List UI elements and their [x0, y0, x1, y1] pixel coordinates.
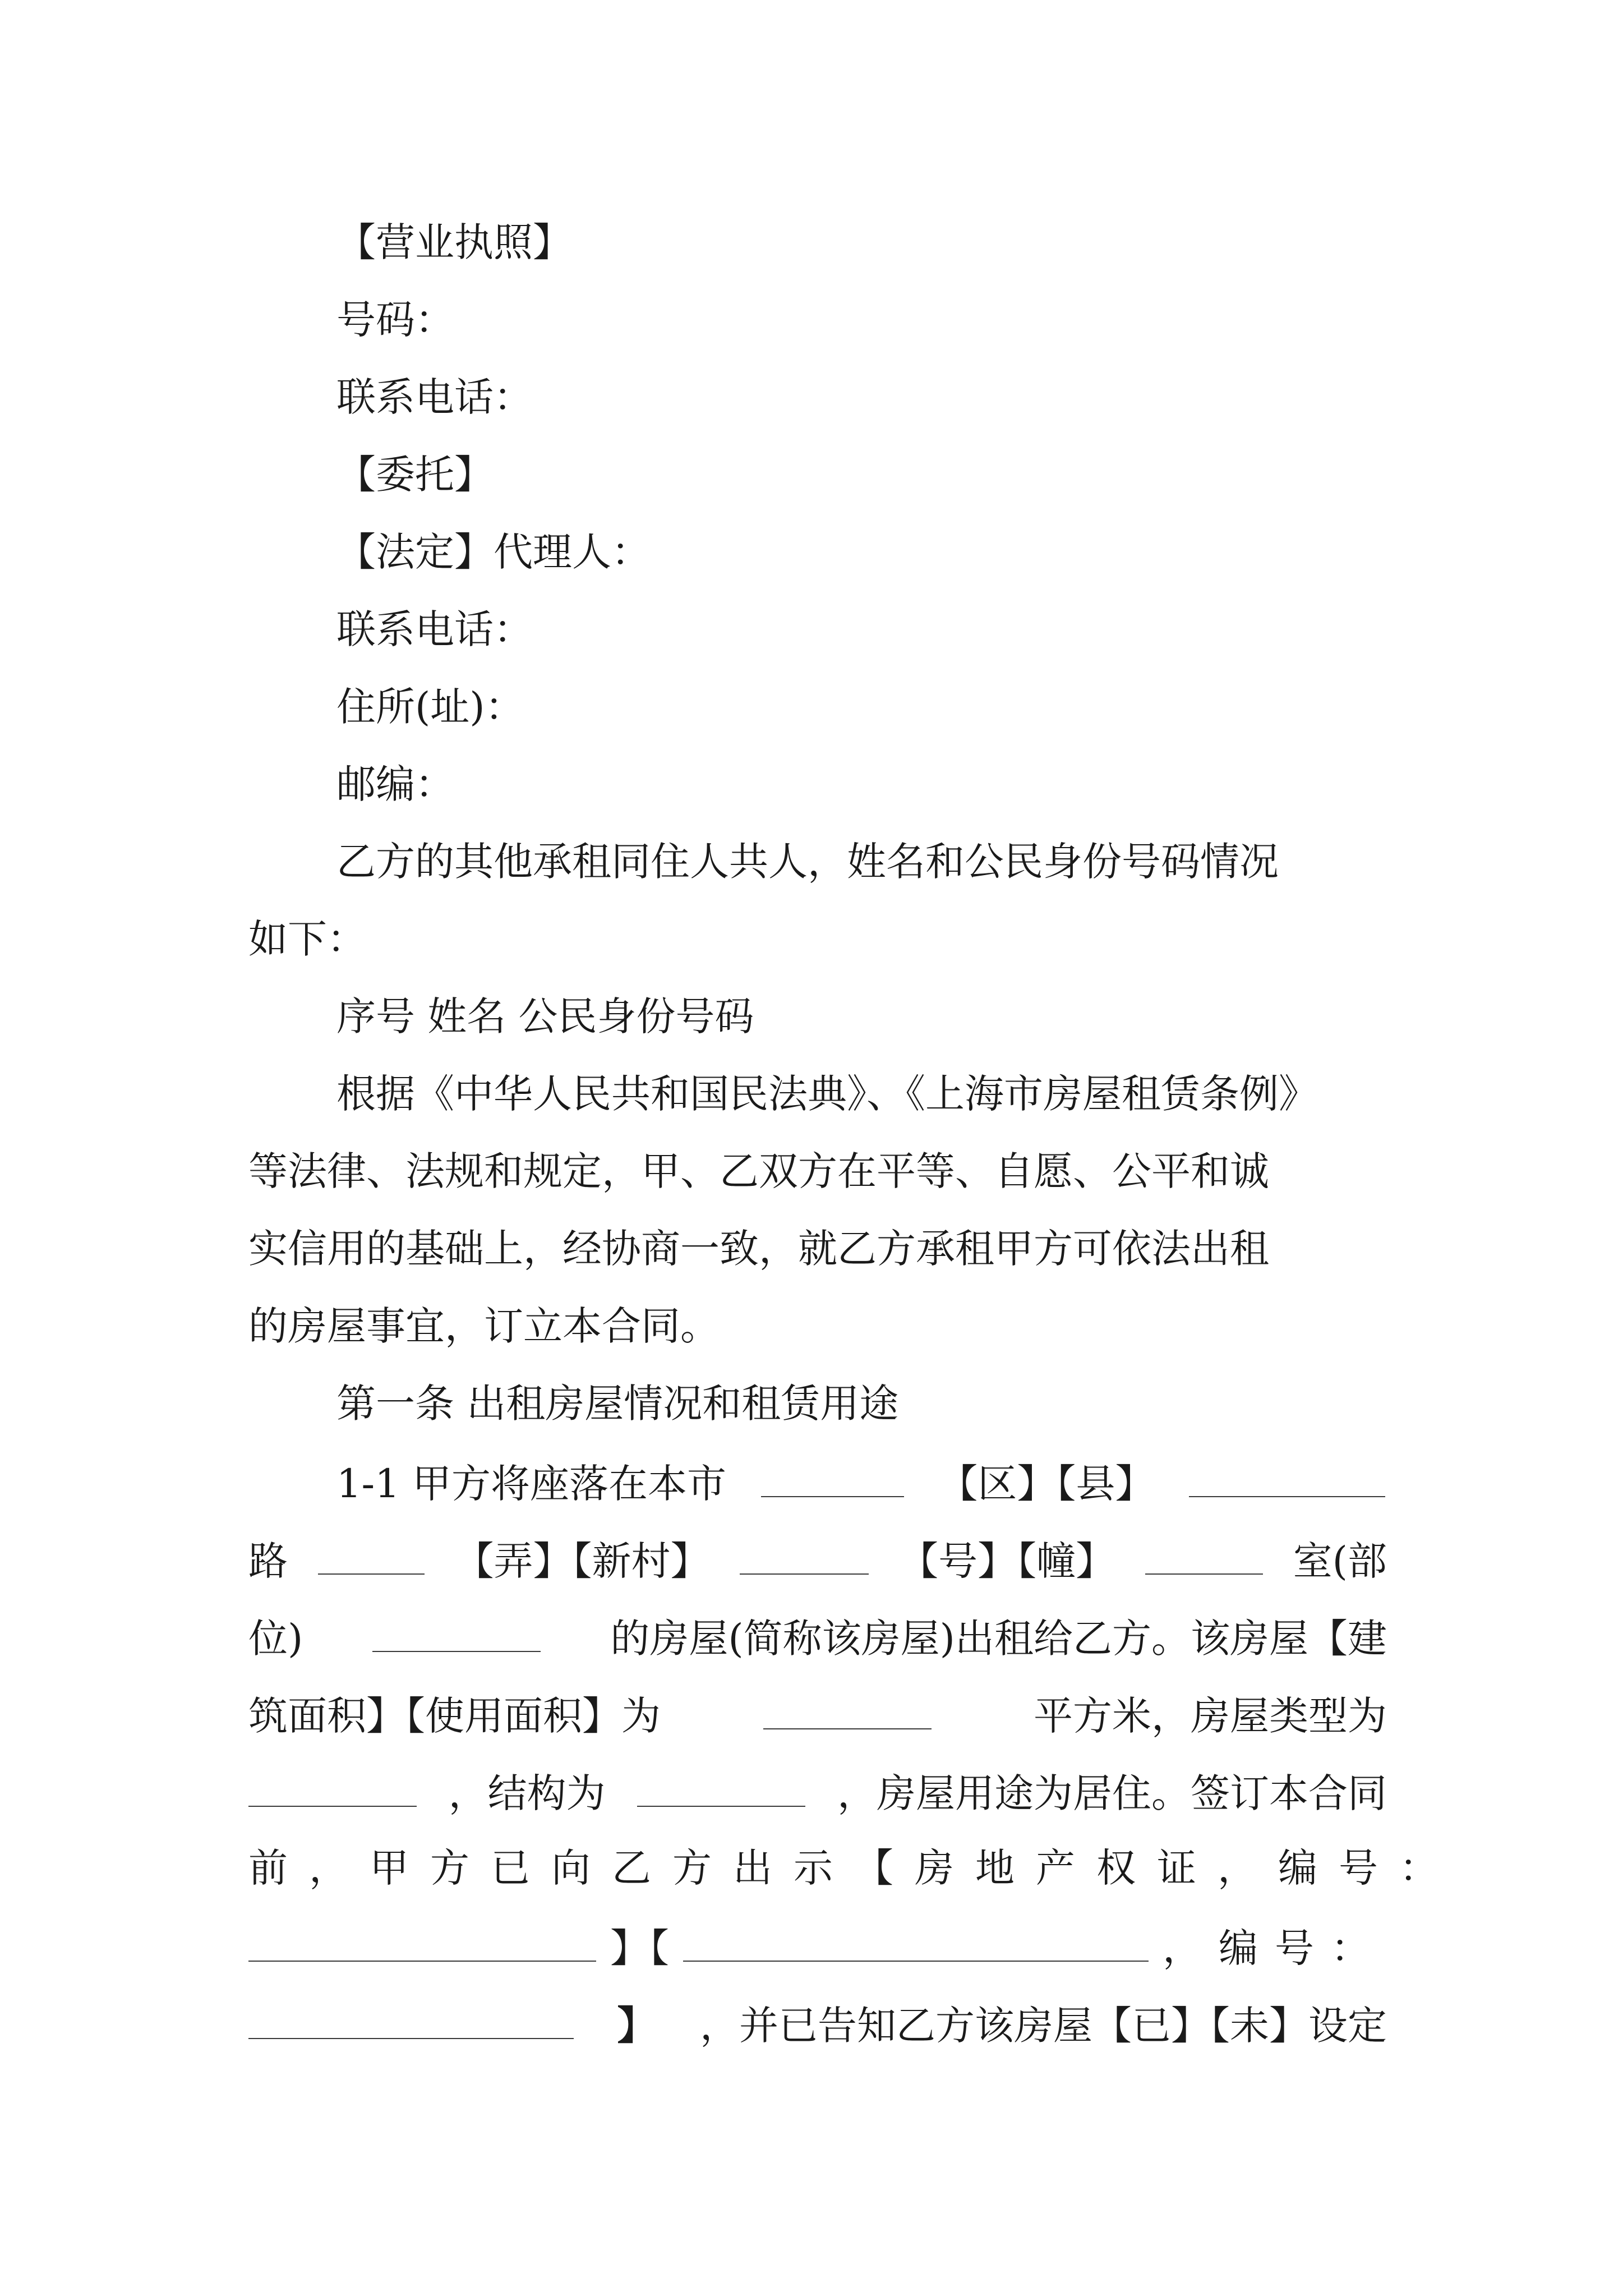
clause-text: 路: [248, 1538, 288, 1584]
preamble-line-2: 等法律、法规和规定，甲、乙双方在平等、自愿、公平和诚: [248, 1148, 1269, 1194]
position-blank[interactable]: [372, 1616, 541, 1652]
co-tenant-table-header: 序号 姓名 公民身份号码: [336, 993, 754, 1039]
preamble-line-4: 的房屋事宜，订立本合同。: [248, 1303, 720, 1349]
clause-1-1-line-1: [336, 1461, 1385, 1507]
clause-text: ，结构为: [448, 1770, 606, 1816]
clause-text: 筑面积】【使用面积】为: [248, 1693, 661, 1739]
house-number-blank[interactable]: [740, 1539, 869, 1575]
clause-1-1-line-7: [248, 1925, 1387, 1971]
road-blank[interactable]: [1189, 1461, 1385, 1497]
clause-1-1-line-8: [248, 2002, 1387, 2049]
clause-1-1-line-6: 前，甲方已向乙方出示【房地产权证，编号：: [248, 1845, 1460, 1891]
number-label: 号码：: [336, 297, 454, 343]
property-certificate-number-blank[interactable]: [248, 1926, 596, 1962]
clause-text: 位): [248, 1616, 303, 1662]
address-label: 住所(址)：: [336, 684, 524, 730]
co-tenant-paragraph-line-1: 乙方的其他承租同住人共人，姓名和公民身份号码情况: [336, 839, 1279, 885]
clause-text: ，编号：: [1163, 1925, 1387, 1971]
district-blank[interactable]: [761, 1461, 904, 1497]
clause-text: 平方米，房屋类型为: [1034, 1693, 1387, 1739]
room-blank[interactable]: [1145, 1539, 1263, 1575]
clause-text: 】: [617, 2002, 657, 2049]
co-tenant-paragraph-line-2: 如下：: [248, 916, 366, 962]
other-certificate-blank[interactable]: [683, 1926, 1149, 1962]
other-certificate-number-blank[interactable]: [248, 2003, 574, 2039]
clause-1-1-line-4: [248, 1693, 1387, 1739]
business-license-label: 【营业执照】: [336, 219, 572, 265]
clause-text: 【弄】【新村】: [454, 1538, 710, 1584]
entrusted-label: 【委托】: [336, 452, 494, 498]
clause-text: 【号】【幢】: [899, 1538, 1115, 1584]
clause-text: 室(部: [1293, 1538, 1387, 1584]
clause-text: ，房屋用途为居住。签订本合同: [837, 1770, 1387, 1816]
house-type-blank[interactable]: [248, 1771, 417, 1807]
preamble-line-3: 实信用的基础上，经协商一致，就乙方承租甲方可依法出租: [248, 1226, 1269, 1272]
lane-blank[interactable]: [318, 1539, 425, 1575]
area-blank[interactable]: [763, 1694, 932, 1729]
phone-label: 联系电话：: [336, 374, 533, 420]
clause-1-1-line-3: [248, 1616, 1387, 1662]
agent-phone-label: 联系电话：: [336, 606, 533, 652]
clause-text: 的房屋(简称该房屋)出租给乙方。该房屋【建: [610, 1616, 1387, 1662]
clause-text: 1-1 甲方将座落在本市: [336, 1461, 726, 1507]
clause-text: 】【: [610, 1925, 669, 1971]
preamble-line-1: 根据《中华人民共和国民法典》、《上海市房屋租赁条例》: [336, 1071, 1318, 1117]
article-one-heading: 第一条 出租房屋情况和租赁用途: [336, 1381, 899, 1427]
clause-1-1-line-5: [248, 1770, 1387, 1816]
clause-text: 【区】【县】: [938, 1461, 1155, 1507]
postcode-label: 邮编：: [336, 761, 454, 807]
structure-blank[interactable]: [637, 1771, 805, 1807]
legal-agent-label: 【法定】代理人：: [336, 529, 651, 575]
clause-text: ，并已告知乙方该房屋【已】【未】设定: [700, 2003, 1387, 2049]
clause-1-1-line-2: [248, 1538, 1387, 1584]
